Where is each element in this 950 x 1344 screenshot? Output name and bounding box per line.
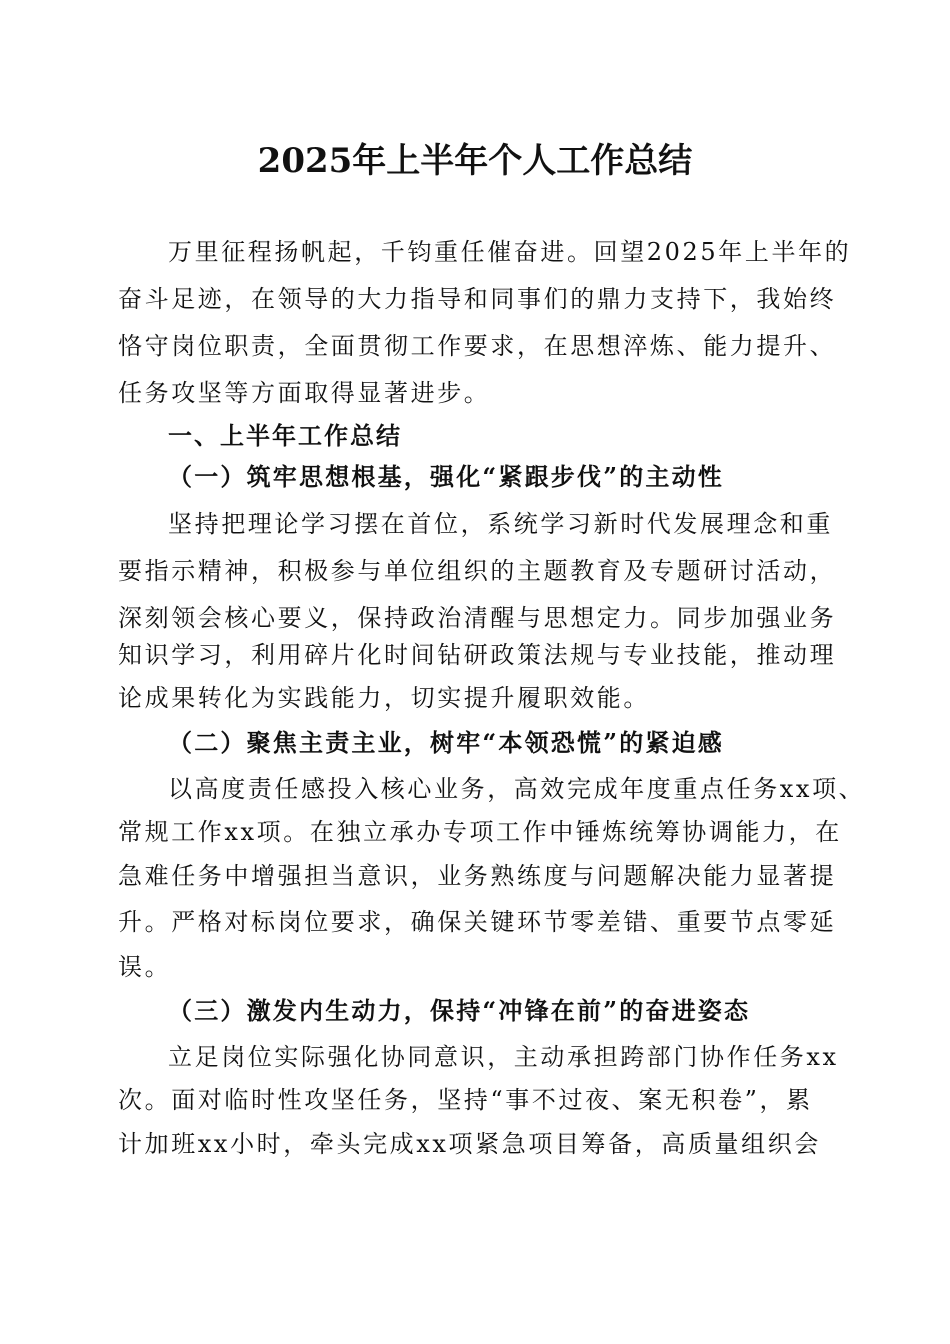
sub2-line-3: 急难任务中增强担当意识，业务熟练度与问题解决能力显著提: [118, 862, 837, 890]
intro-line-3: 恪守岗位职责，全面贯彻工作要求，在思想淬炼、能力提升、: [118, 332, 837, 360]
intro-line-4: 任务攻坚等方面取得显著进步。: [118, 379, 491, 407]
subsection-2-heading: （二）聚焦主责主业，树牢“本领恐慌”的紧迫感: [168, 728, 725, 757]
section-heading: 一、上半年工作总结: [168, 421, 402, 450]
sub1-line-4: 知识学习，利用碎片化时间钻研政策法规与专业技能，推动理: [118, 641, 837, 669]
sub1-line-5: 论成果转化为实践能力，切实提升履职效能。: [118, 684, 650, 712]
sub2-line-1: 以高度责任感投入核心业务，高效完成年度重点任务xx项、: [168, 775, 866, 803]
sub1-line-1: 坚持把理论学习摆在首位，系统学习新时代发展理念和重: [168, 510, 833, 538]
sub2-line-2: 常规工作xx项。在独立承办专项工作中锤炼统筹协调能力，在: [118, 818, 842, 846]
sub3-line-1: 立足岗位实际强化协同意识，主动承担跨部门协作任务xx: [168, 1043, 839, 1071]
sub1-line-3: 深刻领会核心要义，保持政治清醒与思想定力。同步加强业务: [118, 604, 837, 632]
subsection-3-heading: （三）激发内生动力，保持“冲锋在前”的奋进姿态: [168, 996, 751, 1025]
document-title: 2025年上半年个人工作总结: [257, 141, 693, 181]
subsection-1-heading: （一）筑牢思想根基，强化“紧跟步伐”的主动性: [168, 462, 725, 491]
sub1-line-2: 要指示精神，积极参与单位组织的主题教育及专题研讨活动，: [118, 557, 837, 585]
sub3-line-2: 次。面对临时性攻坚任务，坚持“事不过夜、案无积卷”，累: [118, 1086, 813, 1114]
intro-line-2: 奋斗足迹，在领导的大力指导和同事们的鼎力支持下，我始终: [118, 285, 837, 313]
sub2-line-5: 误。: [118, 953, 172, 981]
sub3-line-3: 计加班xx小时，牵头完成xx项紧急项目筹备，高质量组织会: [118, 1130, 821, 1158]
intro-line-1: 万里征程扬帆起，千钧重任催奋进。回望2025年上半年的: [168, 238, 852, 266]
sub2-line-4: 升。严格对标岗位要求，确保关键环节零差错、重要节点零延: [118, 908, 837, 936]
